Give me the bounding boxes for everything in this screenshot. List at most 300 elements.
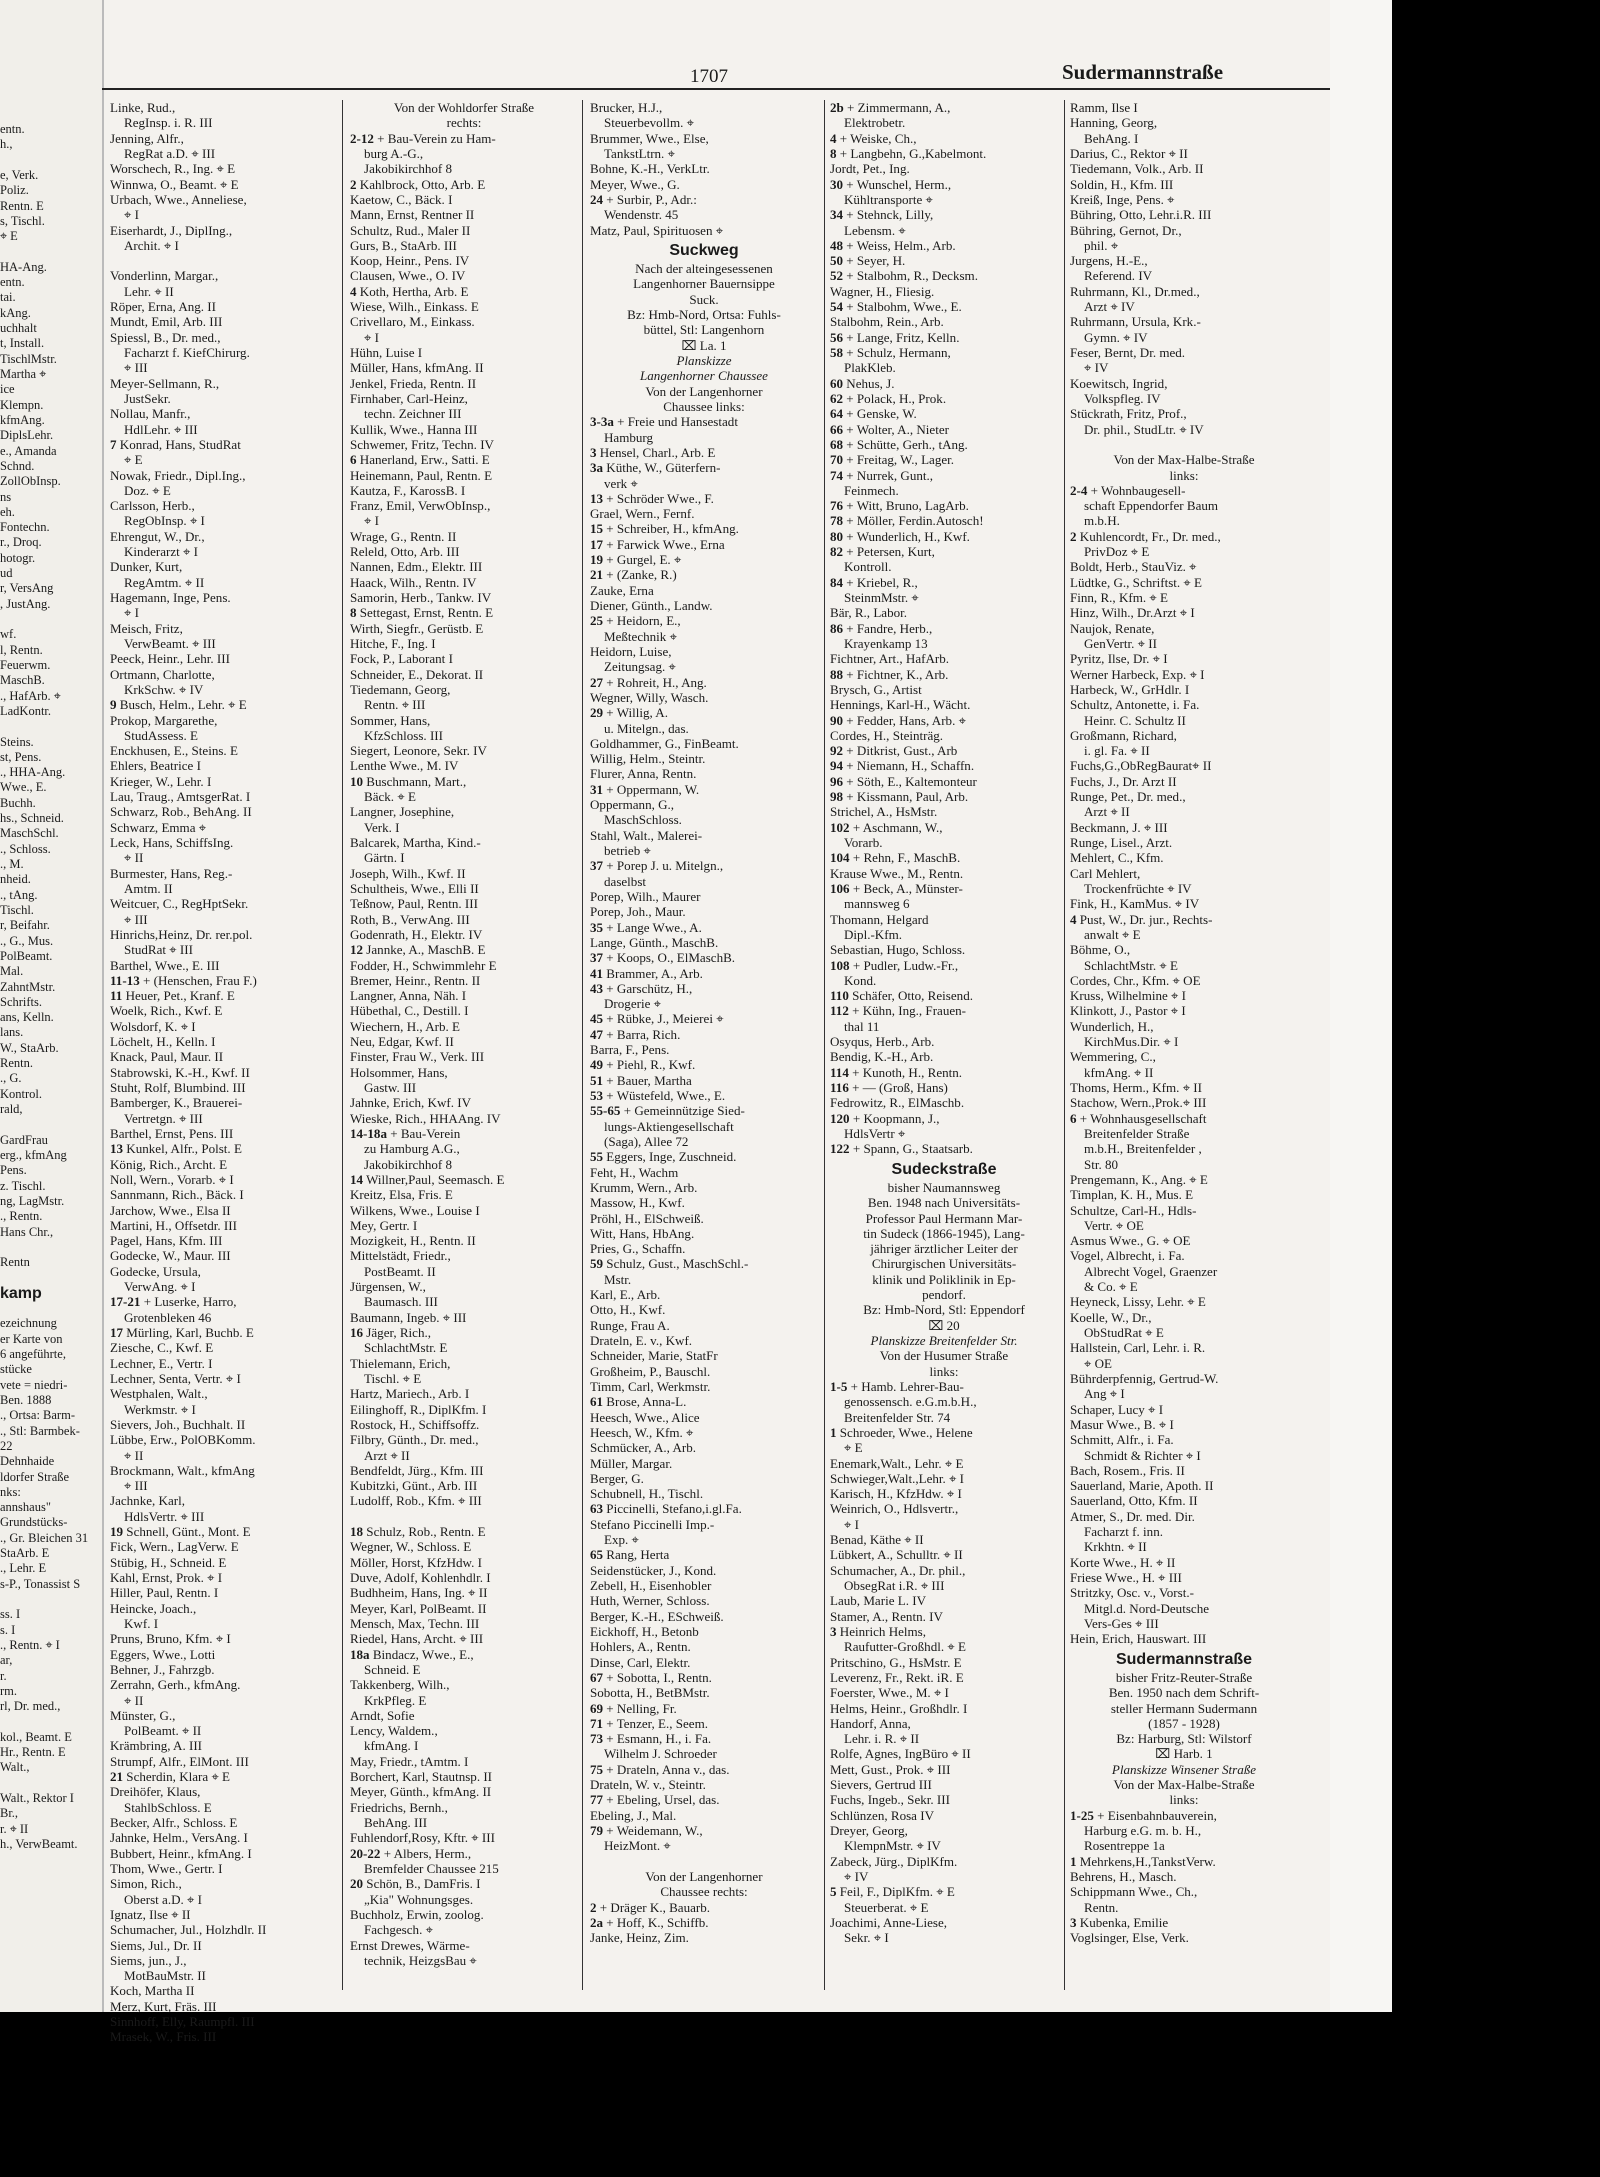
directory-entry: Wemmering, C., <box>1070 1049 1156 1065</box>
directory-entry: Mann, Ernst, Rentner II <box>350 207 475 223</box>
directory-entry: Sievers, Joh., Buchhalt. II <box>110 1416 246 1432</box>
directory-entry: Noll, Wern., Vorarb. ⌖ I <box>110 1171 234 1187</box>
directory-entry: Krkhtn. ⌖ II <box>1084 1539 1147 1555</box>
directory-entry: 41 Brammer, A., Arb. <box>590 965 703 981</box>
directory-entry: Fachgesch. ⌖ <box>364 1922 433 1938</box>
directory-entry: 37 + Koops, O., ElMaschB. <box>590 950 736 966</box>
directory-entry: 1 Mehrkens,H.,TankstVerw. <box>1070 1853 1216 1869</box>
directory-entry: Gastw. III <box>364 1080 417 1095</box>
left-page-fragment: nheid. <box>0 872 31 887</box>
directory-entry: 56 + Lange, Fritz, Kelln. <box>830 329 960 345</box>
plan-sketch-note: Planskizze <box>676 353 732 368</box>
directory-entry: 37 + Porep J. u. Mitelgn., <box>590 858 724 874</box>
directory-entry: Mundt, Emil, Arb. III <box>110 314 223 330</box>
directory-entry: Möller, Horst, KfzHdw. I <box>350 1554 482 1570</box>
directory-entry: Hohlers, A., Rentn. <box>590 1639 691 1655</box>
left-page-fragment: , JustAng. <box>0 596 51 611</box>
side-heading: rechts: <box>446 115 482 131</box>
left-page-fragment: ss. I <box>0 1607 21 1622</box>
directory-entry: 43 + Garschütz, H., <box>590 980 693 996</box>
directory-entry: Hartz, Mariech., Arb. I <box>350 1386 470 1402</box>
directory-entry: Wirth, Siegfr., Gerüstb. E <box>350 620 484 636</box>
directory-entry: RegAmtm. ⌖ II <box>124 574 205 590</box>
directory-entry: 64 + Genske, W. <box>830 406 917 422</box>
section-intro: tin Sudeck (1866-1945), Lang- <box>863 1225 1025 1241</box>
left-page-fragment: r., Droq. <box>0 535 42 550</box>
directory-entry: Steuerbevollm. ⌖ <box>604 115 694 131</box>
directory-entry: ⌖ III <box>124 911 148 927</box>
directory-entry: Vorarb. <box>844 835 883 850</box>
left-page-fragment: wf. <box>0 627 17 642</box>
directory-entry: Darius, C., Rektor ⌖ II <box>1070 145 1188 161</box>
left-page-fragment: annshaus" <box>0 1500 51 1515</box>
directory-entry: SteinmMstr. ⌖ <box>844 590 919 605</box>
directory-entry: 1 Schroeder, Wwe., Helene <box>830 1424 973 1440</box>
directory-entry: Hühn, Luise I <box>350 345 423 360</box>
directory-entry: Schneider, Marie, StatFr <box>590 1348 718 1364</box>
directory-entry: Berger, G. <box>590 1470 644 1486</box>
left-page-fragment: r, Beifahr. <box>0 918 50 933</box>
directory-entry: Carlsson, Herb., <box>110 498 195 514</box>
directory-entry: ⌖ III <box>124 360 148 376</box>
directory-entry: Sekr. ⌖ I <box>844 1930 889 1946</box>
left-page-fragment: er Karte von <box>0 1331 63 1346</box>
directory-entry: Schumacher, A., Dr. phil., <box>830 1562 966 1578</box>
section-intro: Chirurgischen Universitäts- <box>871 1256 1017 1272</box>
directory-entry: 53 + Wüstefeld, Wwe., E. <box>590 1088 726 1103</box>
directory-entry: Tiedemann, Volk., Arb. II <box>1070 161 1204 177</box>
directory-entry: 2 Kuhlencordt, Fr., Dr. med., <box>1070 528 1221 544</box>
directory-entry: RegInsp. i. R. III <box>124 115 213 131</box>
directory-entry: 16 Jäger, Rich., <box>350 1325 432 1340</box>
directory-entry: Zebell, H., Eisenhobler <box>590 1578 712 1593</box>
side-heading: Von der Max-Halbe-Straße <box>1113 452 1255 468</box>
left-page-fragment: erg., kfmAng <box>0 1147 67 1162</box>
directory-entry: Jakobikirchhof 8 <box>364 161 453 177</box>
directory-entry: Lübbe, Erw., PolOBKomm. <box>110 1432 256 1448</box>
directory-entry: Eilinghoff, R., DiplKfm. I <box>350 1401 487 1417</box>
directory-entry: Barthel, Wwe., E. III <box>110 957 220 973</box>
left-page-fragment: ar, <box>0 1653 13 1668</box>
directory-entry: Hamburg <box>604 429 654 445</box>
directory-entry: Fick, Wern., LagVerw. E <box>110 1539 239 1555</box>
directory-entry: Pröhl, H., ElSchweiß. <box>590 1210 704 1226</box>
section-intro: Bz: Hmb-Nord, Stl: Eppendorf <box>863 1302 1025 1318</box>
directory-entry: 84 + Kriebel, R., <box>830 574 918 590</box>
directory-entry: Wilkens, Wwe., Louise I <box>350 1202 480 1218</box>
directory-entry: Fink, H., KamMus. ⌖ IV <box>1070 896 1200 912</box>
directory-entry: Hagemann, Inge, Pens. <box>110 590 231 605</box>
left-page-fragment <box>0 612 102 627</box>
left-page-fragment: Br., <box>0 1806 19 1821</box>
directory-entry: Löchelt, H., Kelln. I <box>110 1034 216 1050</box>
directory-entry: Schwarz, Rob., BehAng. II <box>110 804 252 820</box>
column-2 <box>350 100 578 2000</box>
left-page-fragment: rald, <box>0 1102 23 1116</box>
directory-entry: Vers-Ges ⌖ III <box>1084 1615 1159 1631</box>
directory-entry: Thielemann, Erich, <box>350 1355 451 1371</box>
directory-entry: 82 + Petersen, Kurt, <box>830 544 935 560</box>
directory-entry: Stritzky, Osc. v., Vorst.- <box>1070 1585 1194 1601</box>
directory-entry: ⌖ I <box>844 1516 859 1532</box>
directory-entry: Atmer, S., Dr. med. Dir. <box>1070 1508 1195 1524</box>
directory-entry: Ramm, Ilse I <box>1070 100 1138 115</box>
directory-entry: Leck, Hans, SchiffsIng. <box>110 835 234 850</box>
directory-entry: Drogerie ⌖ <box>604 996 661 1012</box>
directory-entry: Schaper, Lucy ⌖ I <box>1070 1401 1164 1417</box>
directory-entry: techn. Zeichner III <box>364 406 462 422</box>
directory-entry: Kwf. I <box>124 1615 159 1631</box>
directory-entry: ObStudRat ⌖ E <box>1084 1325 1164 1340</box>
directory-entry: HdlsVertr ⌖ <box>844 1125 906 1141</box>
directory-entry: Gurs, B., StaArb. III <box>350 237 457 253</box>
left-page-fragment <box>0 1301 102 1316</box>
directory-entry: Facharzt f. KiefChirurg. <box>124 345 250 360</box>
directory-entry: m.b.H. <box>1084 513 1120 529</box>
directory-entry: KfzSchloss. III <box>364 727 443 743</box>
directory-entry: Baumann, Ingeb. ⌖ III <box>350 1309 467 1325</box>
directory-entry: Rostock, H., Schiffsoffz. <box>350 1416 480 1432</box>
directory-entry: Hallstein, Carl, Lehr. i. R. <box>1070 1340 1206 1356</box>
directory-entry: 94 + Niemann, H., Schaffn. <box>830 758 975 774</box>
directory-entry: Exp. ⌖ <box>604 1532 639 1548</box>
directory-entry: May, Friedr., tAmtm. I <box>350 1753 469 1769</box>
directory-entry: TankstLtrn. ⌖ <box>604 145 675 161</box>
left-page-fragment: Feuerwm. <box>0 657 51 672</box>
directory-entry: 4 + Weiske, Ch., <box>830 130 917 146</box>
directory-entry: Trockenfrüchte ⌖ IV <box>1084 880 1192 896</box>
section-title: Suckweg <box>669 241 739 259</box>
directory-entry: Lau, Traug., AmtsgerRat. I <box>110 789 251 805</box>
directory-entry: Beckmann, J. ⌖ III <box>1070 819 1168 835</box>
directory-entry: Carl Mehlert, <box>1070 865 1141 881</box>
directory-entry: zu Hamburg A.G., <box>364 1141 460 1157</box>
directory-entry: Meyer, Wwe., G. <box>590 176 680 192</box>
directory-entry: Ignatz, Ilse ⌖ II <box>110 1906 191 1922</box>
directory-entry: Sannmann, Rich., Bäck. I <box>110 1187 244 1203</box>
left-page-fragment: Klempn. <box>0 397 44 412</box>
directory-entry: Releld, Otto, Arb. III <box>350 544 460 560</box>
directory-entry: BehAng. III <box>364 1815 428 1830</box>
directory-entry: Berger, K.-H., ESchweiß. <box>590 1608 724 1624</box>
directory-entry: Kreitz, Elsa, Fris. E <box>350 1187 453 1203</box>
directory-entry: Takkenberg, Wilh., <box>350 1677 450 1693</box>
directory-entry: Diener, Günth., Landw. <box>590 598 713 613</box>
directory-entry: Str. 80 <box>1084 1156 1119 1172</box>
directory-entry: Feinmech. <box>844 482 899 498</box>
directory-entry: Sobotta, H., BetBMstr. <box>590 1685 710 1701</box>
directory-entry: 4 Pust, W., Dr. jur., Rechts- <box>1070 911 1213 927</box>
header-rule <box>102 88 1330 90</box>
directory-entry: Kond. <box>844 972 877 988</box>
directory-entry: daselbst <box>604 873 647 889</box>
left-page-fragment: Walt., Rektor I <box>0 1791 74 1806</box>
directory-entry: 2 Kahlbrock, Otto, Arb. E <box>350 176 486 192</box>
directory-entry: StudRat ⌖ III <box>124 942 193 958</box>
directory-entry: 18 Schulz, Rob., Rentn. E <box>350 1524 486 1540</box>
directory-entry: Hennings, Karl-H., Wächt. <box>830 697 971 713</box>
directory-entry: Fuchs, Ingeb., Sekr. III <box>830 1792 950 1808</box>
column-5 <box>1070 100 1298 2000</box>
directory-entry: Haack, Wilh., Rentn. IV <box>350 574 477 590</box>
left-page-fragment: stücke <box>0 1362 32 1377</box>
directory-entry: Stübig, H., Schneid. E <box>110 1554 227 1570</box>
directory-entry: GenVertr. ⌖ II <box>1084 635 1157 651</box>
directory-entry: Doz. ⌖ E <box>124 482 171 498</box>
directory-entry: 6 + Wohnhausgesellschaft <box>1070 1110 1207 1126</box>
directory-entry: Schwieger,Walt.,Lehr. ⌖ I <box>830 1470 965 1486</box>
left-page-fragment: Fontechn. <box>0 520 50 535</box>
left-page-fragment: ., Stl: Barmbek- <box>0 1423 80 1438</box>
directory-entry: 18a Bindacz, Wwe., E., <box>350 1646 474 1662</box>
directory-entry: Westphalen, Walt., <box>110 1386 208 1402</box>
directory-entry: Weinrich, O., Hdlsvertr., <box>830 1501 959 1517</box>
directory-entry: Mehlert, C., Kfm. <box>1070 850 1164 866</box>
directory-entry: Feser, Bernt, Dr. med. <box>1070 345 1186 360</box>
directory-entry: Fuhlendorf,Rosy, Kftr. ⌖ III <box>350 1830 495 1846</box>
directory-entry <box>350 1509 578 1524</box>
directory-entry: Naujok, Renate, <box>1070 620 1155 636</box>
directory-entry: Simon, Rich., <box>110 1876 182 1892</box>
directory-entry: Samorin, Herb., Tankw. IV <box>350 590 492 605</box>
directory-entry: Arzt ⌖ II <box>1084 804 1130 820</box>
left-page-fragment: Steins. <box>0 734 34 749</box>
directory-entry: Strichel, A., HsMstr. <box>830 804 938 820</box>
directory-entry: Breitenfelder Straße <box>1084 1125 1190 1141</box>
directory-entry: Peeck, Heinr., Lehr. III <box>110 651 230 667</box>
directory-entry: 122 + Spann, G., Staatsarb. <box>830 1141 973 1157</box>
directory-entry: Porep, Wilh., Maurer <box>590 888 701 904</box>
directory-entry: Schultz, Rud., Maler II <box>350 222 471 238</box>
directory-entry: Jordt, Pet., Ing. <box>830 161 910 177</box>
directory-entry: Bremer, Heinr., Rentn. II <box>350 972 481 988</box>
left-page-fragment: e, Verk. <box>0 167 39 182</box>
left-page-fragment: Schnd. <box>0 458 35 473</box>
directory-entry: Enemark,Walt., Lehr. ⌖ E <box>830 1455 964 1471</box>
section-intro: Bz: Harburg, Stl: Wilstorf <box>1116 1731 1252 1747</box>
directory-entry: Massow, H., Kwf. <box>590 1195 685 1211</box>
directory-entry: 15 + Schreiber, H., kfmAng. <box>590 521 739 537</box>
directory-entry: Vonderlinn, Margar., <box>110 268 219 284</box>
directory-entry: Behner, J., Fahrzgb. <box>110 1661 215 1677</box>
directory-entry: 106 + Beck, A., Münster- <box>830 880 963 896</box>
directory-entry: Meisch, Fritz, <box>110 620 183 636</box>
directory-entry: Knack, Paul, Maur. II <box>110 1049 224 1065</box>
left-page-fragment: ZahntMstr. <box>0 979 56 994</box>
directory-entry: VerwAng. ⌖ I <box>124 1279 196 1295</box>
directory-entry: Heidorn, Luise, <box>590 643 672 659</box>
left-page-fragment: kfmAng. <box>0 412 45 427</box>
directory-entry: 5 Feil, F., DiplKfm. ⌖ E <box>830 1884 955 1900</box>
directory-entry: Matz, Paul, Spirituosen ⌖ <box>590 222 724 238</box>
directory-entry: KirchMus.Dir. ⌖ I <box>1084 1034 1179 1050</box>
directory-entry: Kruss, Wilhelmine ⌖ I <box>1070 988 1187 1004</box>
directory-entry: Heyneck, Lissy, Lehr. ⌖ E <box>1070 1294 1206 1310</box>
directory-entry: ⌖ I <box>124 605 139 621</box>
directory-entry: Rosentreppe 1a <box>1084 1838 1165 1854</box>
directory-entry: 104 + Rehn, F., MaschB. <box>830 850 961 866</box>
section-intro: büttel, Stl: Langenhorn <box>643 322 765 338</box>
directory-entry: Brucker, H.J., <box>590 100 663 115</box>
directory-entry: Klinkott, J., Pastor ⌖ I <box>1070 1003 1186 1019</box>
directory-entry: RegObInsp. ⌖ I <box>124 513 205 529</box>
directory-entry: 11-13 + (Henschen, Frau F.) <box>110 972 257 988</box>
directory-entry: Goldhammer, G., FinBeamt. <box>590 735 739 751</box>
left-page-fragment: z. Tischl. <box>0 1178 46 1193</box>
directory-entry: KrkSchw. ⌖ IV <box>124 681 204 697</box>
left-page-fragment: tai. <box>0 290 16 305</box>
directory-entry: 66 + Wolter, A., Nieter <box>830 421 949 437</box>
left-page-fragment: ., Lehr. E <box>0 1561 47 1576</box>
directory-entry: 78 + Möller, Ferdin.Autosch! <box>830 513 984 529</box>
directory-entry: Joseph, Wilh., Kwf. II <box>350 865 466 881</box>
directory-entry: Bühring, Gernot, Dr., <box>1070 222 1182 238</box>
directory-entry: Worschech, R., Ing. ⌖ E <box>110 161 236 177</box>
side-heading: Von der Wohldorfer Straße <box>393 100 535 115</box>
directory-entry: Siems, jun., J., <box>110 1952 187 1968</box>
left-page-fragment <box>0 1240 102 1255</box>
directory-entry: Godecke, W., Maur. III <box>110 1248 231 1264</box>
left-page-fragment: ., Gr. Bleichen 31 <box>0 1530 89 1545</box>
directory-entry: 63 Piccinelli, Stefano,i.gl.Fa. <box>590 1501 742 1517</box>
side-heading: links: <box>929 1363 959 1379</box>
section-intro: ⌧ La. 1 <box>681 337 727 353</box>
directory-entry: Mey, Gertr. I <box>350 1217 418 1233</box>
left-page-fragment: MaschB. <box>0 673 45 688</box>
left-page-fragment: DiplsLehr. <box>0 428 54 443</box>
section-intro: ⌧ 20 <box>928 1317 960 1333</box>
directory-entry: Soldin, H., Kfm. III <box>1070 176 1174 192</box>
directory-entry: Pagel, Hans, Kfm. III <box>110 1233 223 1249</box>
directory-entry: Wendenstr. 45 <box>604 207 679 223</box>
directory-entry: 52 + Stalbohm, R., Decksm. <box>830 268 978 284</box>
directory-entry: Sinnhoff, Elly, Raumpfl. III <box>110 2014 255 2030</box>
directory-entry: Müller, Hans, kfmAng. II <box>350 360 484 376</box>
left-page-fragment: 22 <box>0 1438 13 1453</box>
directory-entry: Tiedemann, Georg, <box>350 681 451 697</box>
directory-entry: i. gl. Fa. ⌖ II <box>1084 743 1150 759</box>
directory-entry: Fedrowitz, R., ElMaschb. <box>830 1095 965 1111</box>
side-heading: Von der Husumer Straße <box>879 1348 1009 1364</box>
directory-entry: Wolsdorf, K. ⌖ I <box>110 1018 196 1034</box>
directory-entry: Thoms, Herm., Kfm. ⌖ II <box>1070 1080 1202 1095</box>
directory-entry: Sievers, Gertrud III <box>830 1777 932 1793</box>
directory-entry: ⌖ I <box>364 513 379 529</box>
left-page-fragment: r, VersAng <box>0 581 54 596</box>
directory-entry: Huth, Werner, Schloss. <box>590 1593 710 1609</box>
directory-entry: Mrasek, W., Fris. III <box>110 2029 217 2045</box>
left-page-fragment: ., Schloss. <box>0 841 51 856</box>
directory-entry: Strumpf, Alfr., ElMont. III <box>110 1753 249 1769</box>
left-page-fragment: ans, Kelln. <box>0 1010 54 1025</box>
directory-entry: PostBeamt. II <box>364 1263 436 1279</box>
directory-entry: Sauerland, Marie, Apoth. II <box>1070 1478 1214 1494</box>
running-header-street: Sudermannstraße <box>1062 60 1224 84</box>
directory-entry: 55-65 + Gemeinnützige Sied- <box>590 1103 745 1119</box>
directory-entry: Koelle, W., Dr., <box>1070 1309 1152 1325</box>
directory-entry: Brockmann, Walt., kfmAng <box>110 1462 255 1478</box>
directory-entry: 2-12 + Bau-Verein zu Ham- <box>350 130 496 146</box>
left-page-fragment: st, Pens. <box>0 749 42 764</box>
directory-entry: Balcarek, Martha, Kind.- <box>350 835 481 850</box>
directory-entry: Weitcuer, C., RegHptSekr. <box>110 896 249 912</box>
directory-entry: Pries, G., Schaffn. <box>590 1241 686 1257</box>
directory-entry: Asmus Wwe., G. ⌖ OE <box>1070 1233 1191 1249</box>
directory-entry: genossensch. e.G.m.b.H., <box>844 1394 977 1410</box>
directory-entry: Joachimi, Anne-Liese, <box>830 1914 948 1930</box>
section-intro: steller Hermann Sudermann <box>1110 1700 1258 1716</box>
directory-entry: m.b.H., Breitenfelder , <box>1084 1141 1202 1157</box>
side-heading: Von der Langenhorner <box>645 383 763 399</box>
directory-entry: Jenkel, Frieda, Rentn. II <box>350 375 477 391</box>
left-page-fragment: Hr., Rentn. E <box>0 1745 66 1760</box>
directory-entry: Ludolff, Rob., Kfm. ⌖ III <box>350 1493 482 1509</box>
directory-entry: Facharzt f. inn. <box>1084 1524 1163 1540</box>
directory-entry: 58 + Schulz, Hermann, <box>830 345 951 360</box>
directory-entry: Lenthe Wwe., M. IV <box>350 758 459 774</box>
directory-entry: Schumacher, Jul., Holzhdlr. II <box>110 1922 267 1938</box>
directory-entry: Werkmstr. ⌖ I <box>124 1401 196 1417</box>
directory-entry: 17-21 + Luserke, Harro, <box>110 1294 237 1310</box>
directory-entry: Willig, Helm., Steintr. <box>590 751 706 767</box>
directory-entry: Lüdtke, G., Schriftst. ⌖ E <box>1070 574 1202 590</box>
directory-entry: Kontroll. <box>844 559 892 575</box>
left-page-fragment <box>0 1715 102 1730</box>
directory-entry: Breitenfelder Str. 74 <box>844 1409 951 1425</box>
directory-entry: 8 + Langbehn, G.,Kabelmont. <box>830 145 987 161</box>
directory-entry: 21 Scherdin, Klara ⌖ E <box>110 1769 231 1785</box>
directory-entry: StahlbSchloss. E <box>124 1799 212 1815</box>
side-heading: Chaussee links: <box>663 398 745 414</box>
directory-entry: 11 Heuer, Pet., Kranf. E <box>110 988 235 1004</box>
directory-entry: ⌖ I <box>364 329 379 345</box>
directory-entry: Timplan, K. H., Mus. E <box>1070 1187 1194 1203</box>
left-page-fragment: kol., Beamt. E <box>0 1729 72 1744</box>
directory-entry: Vertretgn. ⌖ III <box>124 1110 203 1126</box>
directory-entry: 45 + Rübke, J., Meierei ⌖ <box>590 1011 724 1027</box>
directory-entry: Witt, Hans, HbAng. <box>590 1225 695 1241</box>
directory-entry: Schwarz, Emma ⌖ <box>110 819 207 835</box>
left-page-fragment: ., G., Mus. <box>0 933 54 948</box>
directory-entry: Burmester, Hans, Reg.- <box>110 865 233 881</box>
section-intro: Ben. 1948 nach Universitäts- <box>867 1195 1021 1211</box>
directory-entry: 116 + — (Groß, Hans) <box>830 1080 948 1095</box>
directory-entry: 48 + Weiss, Helm., Arb. <box>830 237 956 253</box>
left-page-fragment: h., <box>0 137 13 152</box>
section-subtitle: bisher Fritz-Reuter-Straße <box>1115 1669 1253 1685</box>
left-page-fragment: ice <box>0 382 15 397</box>
directory-entry: 14-18a + Bau-Verein <box>350 1125 461 1141</box>
plan-sketch-note: Planskizze Breitenfelder Str. <box>870 1333 1018 1348</box>
directory-entry: 27 + Rohreit, H., Ang. <box>590 674 707 690</box>
directory-entry: Woelk, Rich., Kwf. E <box>110 1003 223 1019</box>
directory-entry: 7 Konrad, Hans, StudRat <box>110 436 241 452</box>
directory-entry: Godecke, Ursula, <box>110 1263 201 1279</box>
directory-entry: ⌖ II <box>124 1692 144 1708</box>
left-page-fragment: W., StaArb. <box>0 1040 59 1055</box>
directory-entry: Borchert, Karl, Stautnsp. II <box>350 1769 493 1785</box>
directory-entry: JustSekr. <box>124 390 171 406</box>
directory-entry: Fuchs, J., Dr. Arzt II <box>1070 773 1177 789</box>
directory-entry: 2 + Dräger K., Bauarb. <box>590 1899 711 1915</box>
directory-entry: Korte Wwe., H. ⌖ II <box>1070 1554 1176 1570</box>
left-page-fragment: e., Amanda <box>0 443 57 458</box>
directory-entry: HeizMont. ⌖ <box>604 1838 671 1854</box>
left-page-fragment: Hans Chr., <box>0 1224 54 1239</box>
directory-entry: Thom, Wwe., Gertr. I <box>110 1860 223 1876</box>
directory-entry: Neu, Edgar, Kwf. II <box>350 1034 454 1050</box>
directory-entry: kfmAng. ⌖ II <box>1084 1064 1154 1080</box>
